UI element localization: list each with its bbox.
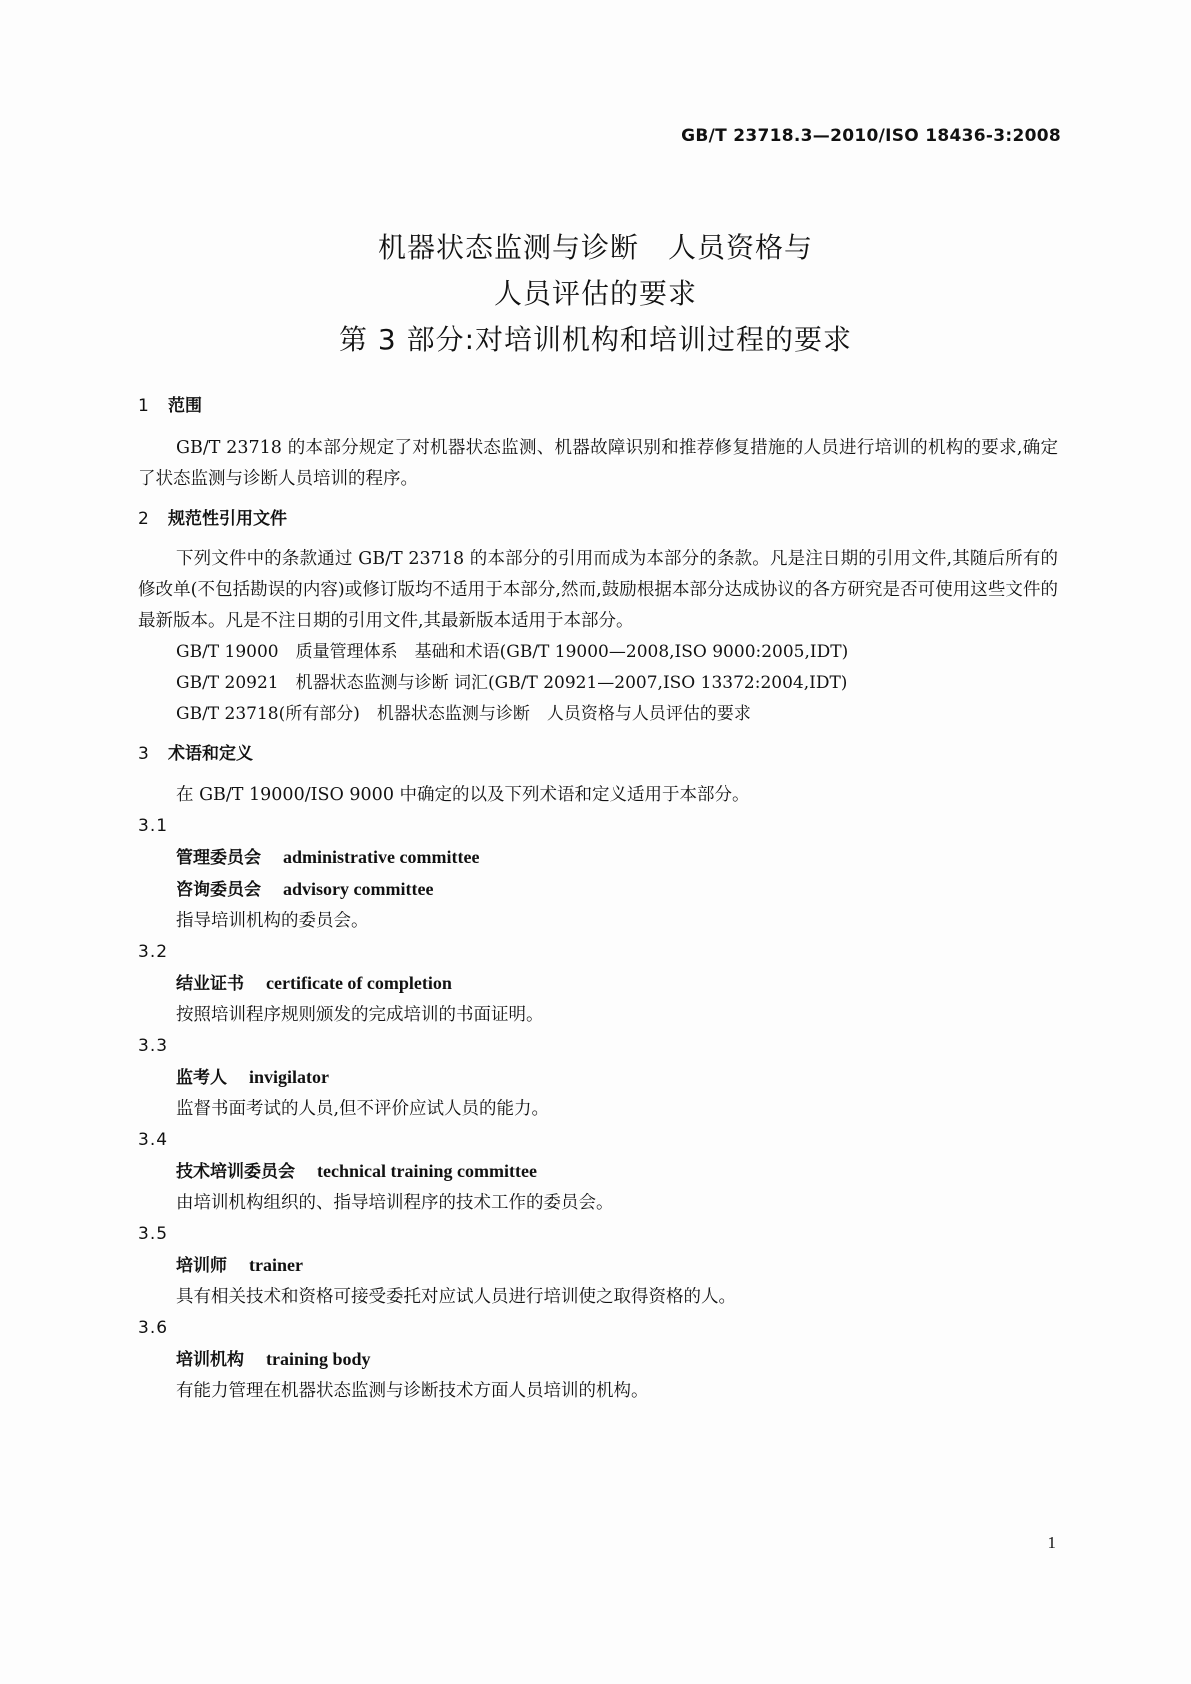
term-chinese: 咨询委员会 <box>176 880 261 900</box>
document-body <box>138 396 1058 1407</box>
standard-code: GB/T 23718.3—2010/ISO 18436-3:2008 <box>681 126 1061 146</box>
term-definition: 监督书面考试的人员,但不评价应试人员的能力。 <box>176 1099 550 1119</box>
term-english: advisory committee <box>283 879 434 899</box>
section-title: 范围 <box>168 396 202 416</box>
title-line-3: 第 3 部分:对培训机构和培训过程的要求 <box>338 323 853 356</box>
clause-number: 3.5 <box>138 1224 169 1244</box>
term-entry <box>138 842 1058 874</box>
section-2-paragraph: 下列文件中的条款通过 GB/T 23718 的本部分的引用而成为本部分的条款。凡是注日期的引用文件,其随后所有的修改单(不包括勘误的内容)或修订版均不适用于本部分,然而,鼓励根据本部分达成协议的各方研究是否可使用这些文件的最新版本。凡是不注日期的引用文件,其最新版本适用于本部分。 <box>138 549 1058 631</box>
section-1-paragraph: GB/T 23718 的本部分规定了对机器状态监测、机器故障识别和推荐修复措施的人员进行培训的机构的要求,确定了状态监测与诊断人员培训的程序。 <box>138 438 1058 489</box>
section-number: 2 <box>138 509 149 529</box>
term-definition: 由培训机构组织的、指导培训程序的技术工作的委员会。 <box>176 1193 614 1213</box>
section-1-heading <box>138 392 1058 420</box>
section-3-paragraph: 在 GB/T 19000/ISO 9000 中确定的以及下列术语和定义适用于本部分。 <box>176 785 750 805</box>
normative-reference: GB/T 23718(所有部分) 机器状态监测与诊断 人员资格与人员评估的要求 <box>176 704 751 724</box>
section-2-heading <box>138 505 1058 533</box>
term-english: technical training committee <box>317 1161 537 1181</box>
page-number: 1 <box>1047 1533 1056 1552</box>
term-entry <box>138 1156 1058 1188</box>
term-english: invigilator <box>249 1067 329 1087</box>
term-entry <box>138 1344 1058 1376</box>
clause-number: 3.6 <box>138 1318 169 1338</box>
section-number: 3 <box>138 744 149 764</box>
clause-number: 3.1 <box>138 816 169 836</box>
section-title: 术语和定义 <box>168 744 253 764</box>
term-chinese: 管理委员会 <box>176 848 261 868</box>
normative-reference: GB/T 20921 机器状态监测与诊断 词汇(GB/T 20921—2007,ISO 13372:2004,IDT) <box>176 673 848 693</box>
title-line-1: 机器状态监测与诊断 人员资格与 <box>377 231 813 264</box>
term-entry <box>138 1062 1058 1094</box>
term-definition: 按照培训程序规则颁发的完成培训的书面证明。 <box>176 1005 544 1025</box>
clause-number: 3.2 <box>138 942 169 962</box>
term-english: training body <box>266 1349 371 1369</box>
section-number: 1 <box>138 396 149 416</box>
term-english: trainer <box>249 1255 303 1275</box>
term-chinese: 监考人 <box>176 1068 227 1088</box>
section-3-heading <box>138 740 1058 768</box>
term-chinese: 培训机构 <box>176 1350 244 1370</box>
section-title: 规范性引用文件 <box>168 509 287 529</box>
title-line-2: 人员评估的要求 <box>493 277 697 310</box>
term-definition: 有能力管理在机器状态监测与诊断技术方面人员培训的机构。 <box>176 1381 649 1401</box>
clause-number: 3.3 <box>138 1036 169 1056</box>
term-entry <box>138 968 1058 1000</box>
term-entry-synonym <box>138 874 1058 906</box>
document-title <box>0 225 1191 363</box>
term-english: administrative committee <box>283 847 480 867</box>
term-english: certificate of completion <box>266 973 452 993</box>
term-chinese: 技术培训委员会 <box>176 1162 295 1182</box>
normative-reference: GB/T 19000 质量管理体系 基础和术语(GB/T 19000—2008,ISO 9000:2005,IDT) <box>176 642 849 662</box>
term-chinese: 结业证书 <box>176 974 244 994</box>
term-entry <box>138 1250 1058 1282</box>
term-definition: 指导培训机构的委员会。 <box>176 911 369 931</box>
clause-number: 3.4 <box>138 1130 169 1150</box>
term-definition: 具有相关技术和资格可接受委托对应试人员进行培训使之取得资格的人。 <box>176 1287 736 1307</box>
term-chinese: 培训师 <box>176 1256 227 1276</box>
